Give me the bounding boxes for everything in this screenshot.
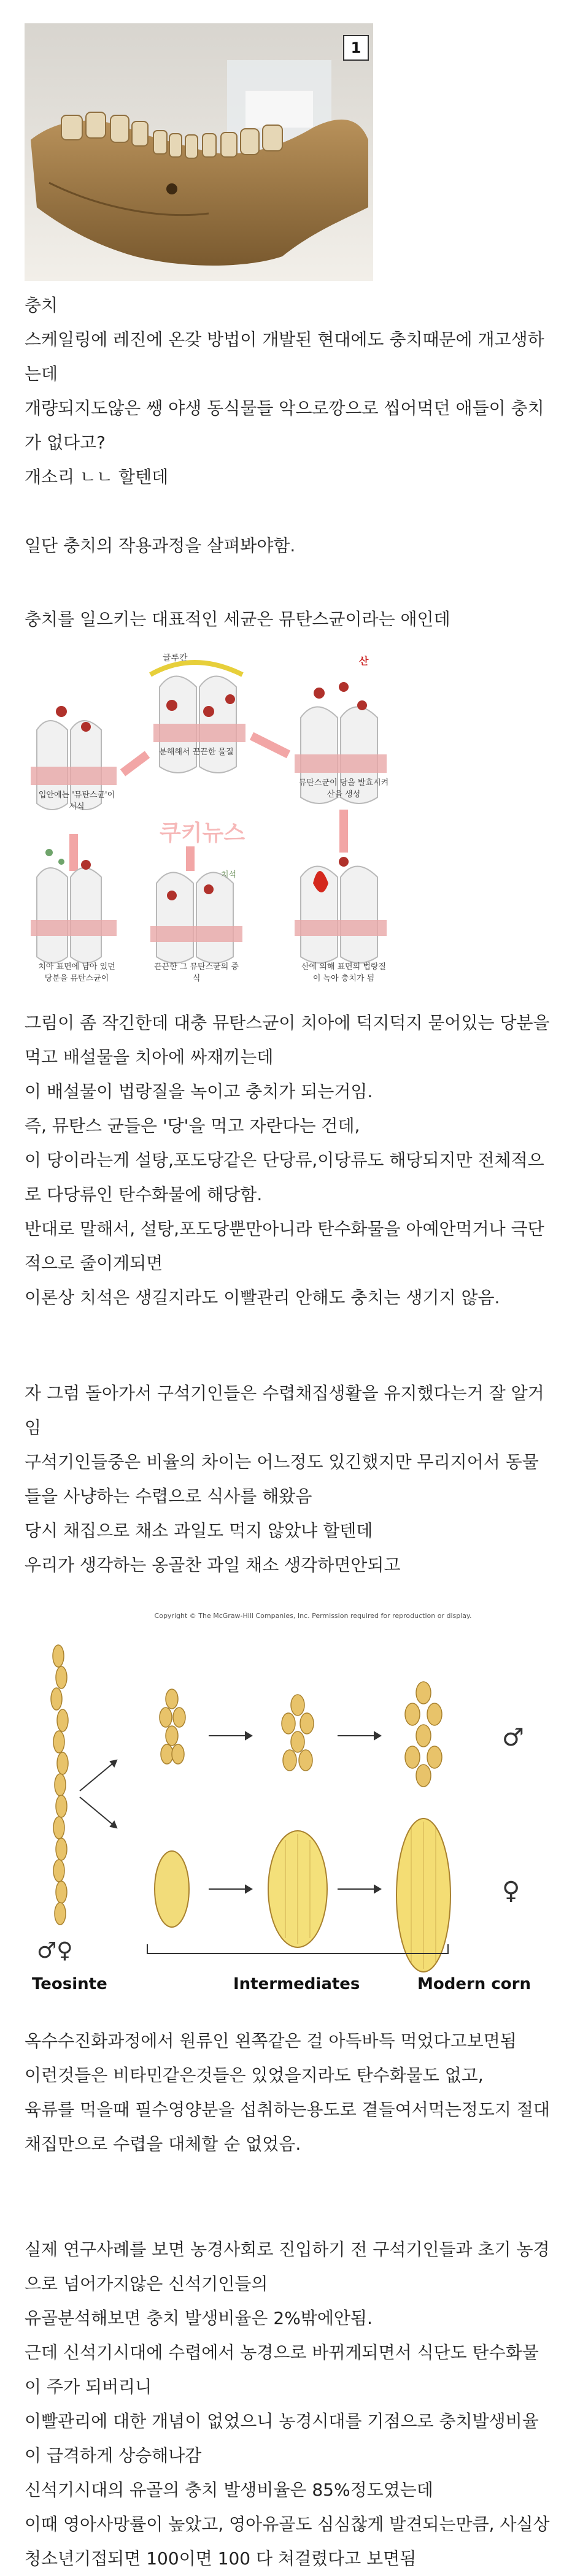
diagram-watermark: 쿠키뉴스: [160, 821, 245, 846]
diagram-label-bottom-mid: 끈끈한 그 뮤탄스균의 증식: [154, 962, 239, 983]
diagram-label-top-mid: 분해해서 끈끈한 물질: [159, 748, 234, 757]
mechanism-paragraph: 반대로 말해서, 설탕,포도당뿐만아니라 탄수화물을 아예안먹거나 극단적으로 줄이게되면: [25, 1219, 544, 1273]
research-paragraph: 신석기시대의 유골의 충치 발생비율은 85%정도였는데: [25, 2480, 433, 2500]
mechanism-paragraph: 이 당이라는게 설탕,포도당같은 단당류,이당류도 해당되지만 전체적으로 다당류인 탄수화물에 해당함.: [25, 1150, 544, 1205]
research-paragraph: 근데 신석기시대에 수렵에서 농경으로 바뀌게되면서 식단도 탄수화물이 주가 되버리니: [25, 2342, 539, 2397]
corn-evolution-figure: [25, 1607, 552, 2012]
figure-number-badge: 1: [350, 39, 361, 56]
mechanism-intro-block-2: [25, 602, 552, 637]
intro-text-block: [25, 288, 552, 494]
diagram-label-bottom-mid-head: 치석: [221, 870, 237, 880]
research-findings-block: [25, 2233, 552, 2576]
intro-paragraph: 개소리 ㄴㄴ 할텐데: [25, 467, 169, 487]
mechanism-explanation-block: [25, 1006, 552, 1315]
diagram-label-bottom-right: 산에 의해 표면의 법랑질이 녹아 충치가 됨: [301, 962, 386, 983]
caption-modern-corn: Modern corn: [417, 1975, 531, 1993]
diagram-label-top-right-head: 산: [359, 655, 369, 667]
female-symbol: ♀: [502, 1877, 520, 1905]
male-symbol: ♂: [502, 1723, 524, 1752]
paleolithic-diet-block: [25, 1376, 552, 1582]
jawbone-photo: [25, 23, 373, 281]
diagram-label-bottom-left: 치아 표면에 남아 있던 당분을 뮤탄스균이: [38, 962, 115, 983]
intro-paragraph: 스케일링에 레진에 온갖 방법이 개발된 현대에도 충치때문에 개고생하는데: [25, 329, 544, 384]
research-paragraph: 이때 영아사망률이 높았고, 영아유골도 심심찮게 발견되는만큼, 사실상 청소년기접되면 100이면 100 다 쳐걸렸다고 보면됨: [25, 2514, 550, 2569]
diet-paragraph: 우리가 생각하는 옹골찬 과일 채소 생각하면안되고: [25, 1555, 401, 1575]
mechanism-paragraph: 이론상 치석은 생길지라도 이빨관리 안해도 충치는 생기지 않음.: [25, 1287, 500, 1308]
mechanism-paragraph: 즉, 뮤탄스 균들은 '당'을 먹고 자란다는 건데,: [25, 1116, 360, 1136]
mechanism-paragraph: 이 배설물이 법랑질을 녹이고 충치가 되는거임.: [25, 1081, 373, 1102]
research-paragraph: 유골분석해보면 충치 발생비율은 2%밖에안됨.: [25, 2308, 373, 2328]
intro-paragraph: 개량되지도않은 쌩 야생 동식물들 악으로깡으로 씹어먹던 애들이 충치가 없다고?: [25, 398, 544, 453]
corn-explanation-block: [25, 2024, 552, 2161]
caption-intermediates: Intermediates: [233, 1975, 360, 1993]
mechanism-paragraph: 일단 충치의 작용과정을 살펴봐야함.: [25, 535, 296, 556]
mechanism-intro-block: [25, 529, 552, 563]
corn-paragraph: 이런것들은 비타민같은것들은 있었을지라도 탄수화물도 없고,: [25, 2065, 484, 2085]
corn-paragraph: 옥수수진화과정에서 원류인 왼쪽같은 걸 아득바득 먹었다고보면됨: [25, 2031, 517, 2051]
diagram-label-top-right: 뮤탄스균이 당을 발효시켜 산을 생성: [298, 778, 389, 799]
research-paragraph: 이빨관리에 대한 개념이 없었으니 농경시대를 기점으로 충치발생비율이 급격하게 상승해나감: [25, 2411, 539, 2466]
diagram-label-top-left: 입안에는 '뮤탄스균'이 서식: [38, 791, 115, 811]
mechanism-paragraph: 그림이 좀 작긴한데 대충 뮤탄스균이 치아에 덕지덕지 묻어있는 당분을 먹고 배설물을 치아에 싸재끼는데: [25, 1013, 550, 1067]
mechanism-paragraph: 충치를 일으키는 대표적인 세균은 뮤탄스균이라는 애인데: [25, 609, 450, 629]
diagram-label-top-mid-head: 글루칸: [163, 653, 188, 663]
research-paragraph: 실제 연구사례를 보면 농경사회로 진입하기 전 구석기인들과 초기 농경으로 넘어가지않은 신석기인들의: [25, 2239, 550, 2294]
diet-paragraph: 자 그럼 돌아가서 구석기인들은 수렵채집생활을 유지했다는거 잘 알거임: [25, 1383, 544, 1438]
intro-title: 충치: [25, 295, 58, 315]
caption-teosinte: Teosinte: [32, 1975, 107, 1993]
diet-paragraph: 당시 채집으로 채소 과일도 먹지 않았냐 할텐데: [25, 1520, 373, 1541]
cavity-process-diagram: [25, 650, 393, 994]
diet-paragraph: 구석기인들중은 비율의 차이는 어느정도 있긴했지만 무리지어서 동물들을 사냥하는 수렵으로 식사를 해왔음: [25, 1452, 539, 1506]
figure-copyright: Copyright © The McGraw-Hill Companies, Inc. Permission required for reproduction or display.: [154, 1612, 472, 1620]
male-female-symbol: ♂♀: [37, 1938, 73, 1963]
corn-paragraph: 육류를 먹을때 필수영양분을 섭취하는용도로 곁들여서먹는정도지 절대 채집만으로 수렵을 대체할 순 없었음.: [25, 2099, 550, 2154]
